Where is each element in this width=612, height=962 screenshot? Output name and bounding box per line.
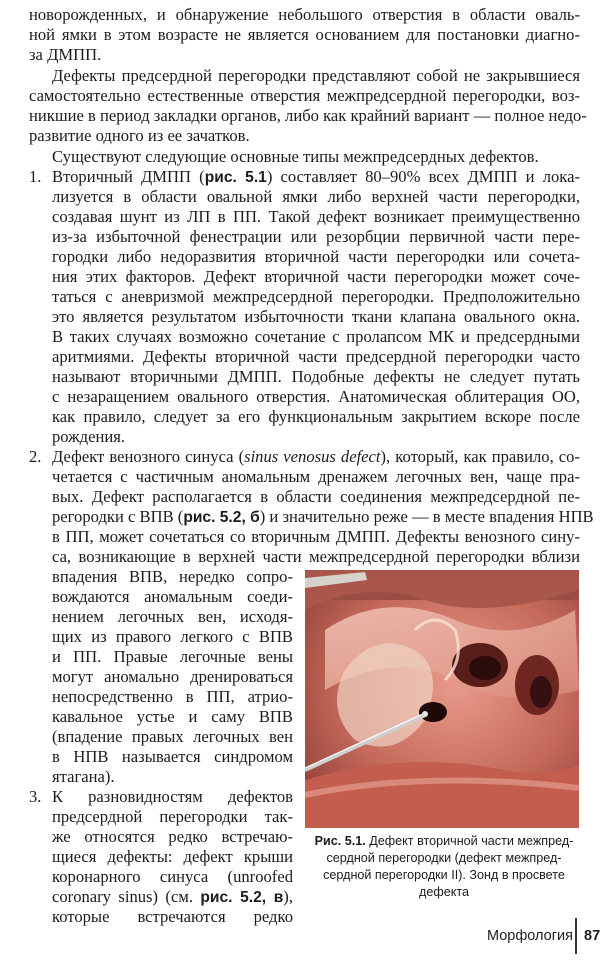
footer-divider xyxy=(575,918,577,954)
list-item-line: коронарного синуса (unroofed xyxy=(52,867,293,886)
figure-reference[interactable]: рис. 5.2, в xyxy=(200,889,284,906)
list-item-line: могут аномально дренироваться xyxy=(52,667,293,686)
list-item-line: которые встречаются редко xyxy=(52,907,293,926)
list-item-line: coronary sinus) (см. рис. 5.2, в), xyxy=(52,887,293,906)
list-item-line: четается с частичным аномальным дренажем легочных вен, чаще пра- xyxy=(52,467,580,486)
list-item-line: как правило, следует за его функциональным закрытием вскоре после xyxy=(52,407,580,426)
list-item-line: Вторичный ДМПП (рис. 5.1) составляет 80–90% всех ДМПП и лока- xyxy=(52,167,580,186)
running-footer-section: Морфология xyxy=(487,928,573,944)
body-line: Дефекты предсердной перегородки представляют собой не закрывшиеся xyxy=(52,66,580,85)
list-item-line: создавая шунт из ЛП в ПП. Такой дефект возникает преимущественно xyxy=(52,207,580,226)
list-item-line: регородки с ВПВ (рис. 5.2, б) и значительно реже — в месте впадения НПВ xyxy=(52,507,594,526)
list-number: 3. xyxy=(29,787,42,806)
figure-photo xyxy=(305,570,579,828)
page-number: 87 xyxy=(584,928,601,944)
list-item-line: же относятся редко встречаю- xyxy=(52,827,293,846)
list-item-line: са, возникающие в верхней части межпредсердной перегородки вблизи xyxy=(52,547,580,566)
list-item-line: аритмиями. Дефекты вторичной части предсердной перегородки часто xyxy=(52,347,580,366)
caption-label: Рис. 5.1. xyxy=(314,834,366,848)
list-item-line: Дефект венозного синуса (sinus venosus defect), который, как правило, со- xyxy=(52,447,580,466)
list-item-line: непосредственно в ПП, атрио- xyxy=(52,687,293,706)
list-item-line: вождаются аномальным соеди- xyxy=(52,587,293,606)
list-item-line: таться с аневризмой межпредсердной перегородки. Предположительно xyxy=(52,287,580,306)
heart-specimen-illustration xyxy=(305,570,579,828)
list-item-line: К разновидностям дефектов xyxy=(52,787,293,806)
list-item-line: предсердной перегородки так- xyxy=(52,807,293,826)
list-item-line: ния этих факторов. Дефект вторичной части перегородки может сочe- xyxy=(52,267,580,286)
body-line: за ДМПП. xyxy=(29,45,102,64)
body-line: развитие одного из ее зачатков. xyxy=(29,126,250,145)
list-item-line: лизуется в области овальной ямки либо верхней части перегородки, xyxy=(52,187,580,206)
list-item-line: В таких случаях возможно сочетание с пролапсом МК и предсердными xyxy=(52,327,580,346)
list-item-line: ятагана). xyxy=(52,767,115,786)
list-number: 1. xyxy=(29,167,42,186)
list-item-line: щих из правого легкого с ВПВ xyxy=(52,627,293,646)
list-item-line: городки либо недоразвития вторичной части перегородки или сочета- xyxy=(52,247,580,266)
body-line: самостоятельно естественные отверстия межпредсердной перегородки, воз- xyxy=(29,86,580,105)
list-item-line: в ПП, может сочетаться со вторичным ДМПП. Дефекты венозного сину- xyxy=(52,527,580,546)
list-item-line: из-за избыточной фенестрации или резорбции первичной части пере- xyxy=(52,227,580,246)
list-item-line: называют вторичными ДМПП. Подобные дефекты не следует путать xyxy=(52,367,580,386)
list-number: 2. xyxy=(29,447,42,466)
list-item-line: вых. Дефект располагается в области соединения межпредсердной пе- xyxy=(52,487,580,506)
list-item-line: нением легочных вен, исходя- xyxy=(52,607,293,626)
body-line: Существуют следующие основные типы межпредсердных дефектов. xyxy=(52,147,539,166)
list-item-line: впадения ВПВ, нередко сопро- xyxy=(52,567,293,586)
figure-reference[interactable]: рис. 5.2, б xyxy=(183,509,260,526)
list-item-line: рождения. xyxy=(52,427,125,446)
figure-reference[interactable]: рис. 5.1 xyxy=(204,169,267,186)
list-item-line: в НПВ называется синдромом xyxy=(52,747,293,766)
body-line: никшие в период закладки органов, либо как крайний вариант — полное недо- xyxy=(29,106,587,125)
body-line: ной ямки в этом возрасте не является основанием для постановки диагно- xyxy=(29,25,580,44)
list-item-line: щиеся дефекты: дефект крыши xyxy=(52,847,293,866)
figure-caption: Рис. 5.1. Дефект вторичной части межпред- сердной перегородки (дефект межпред- сердной перегородки II). Зонд в просвете дефекта xyxy=(314,834,574,899)
list-item-line: (впадение правых легочных вен xyxy=(52,727,293,746)
list-item-line: это является результатом избыточности ткани клапана овального окна. xyxy=(52,307,580,326)
list-item-line: с незаращением овального отверстия. Анатомическая облитерация ОО, xyxy=(52,387,580,406)
body-line: новорожденных, и обнаружение небольшого отверстия в области оваль- xyxy=(29,5,580,24)
list-item-line: кавальное устье и саму ВПВ xyxy=(52,707,293,726)
list-item-line: и ПП. Правые легочные вены xyxy=(52,647,293,666)
